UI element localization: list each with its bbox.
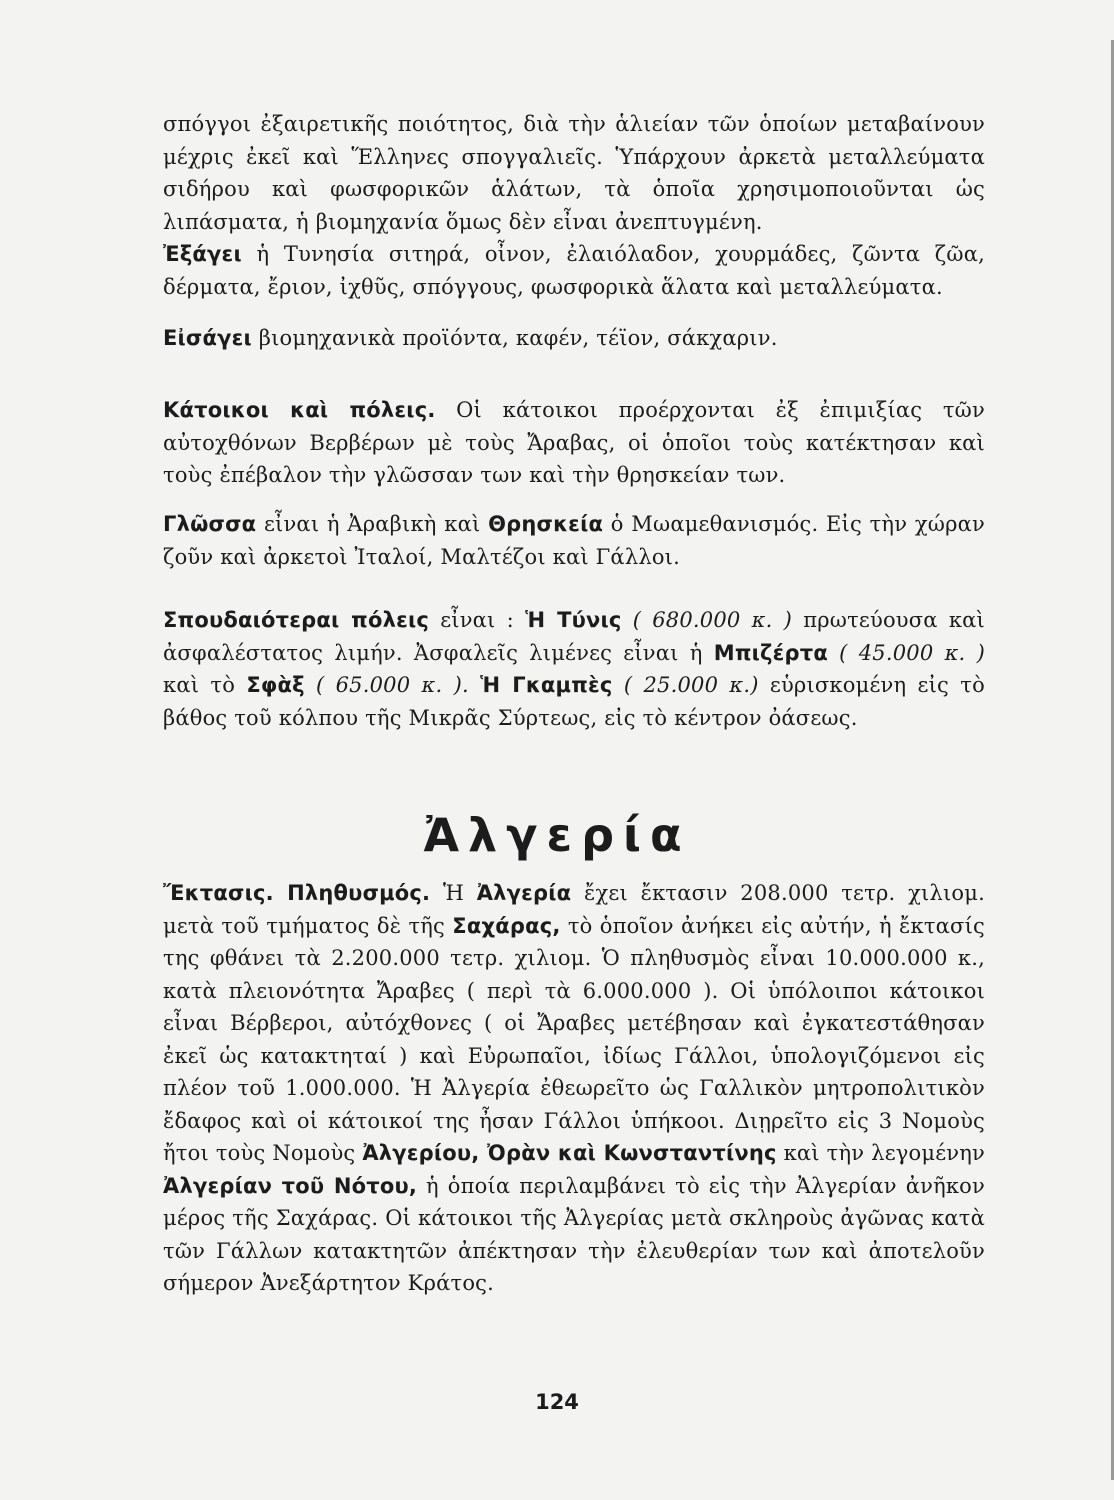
tunis-name: Ἡ Τύνις bbox=[525, 608, 622, 632]
language-text: εἶναι ἡ Ἀραβικὴ καὶ bbox=[263, 512, 481, 536]
paragraph-language bbox=[163, 508, 985, 573]
tunisia-text-block bbox=[163, 108, 985, 355]
cities-block bbox=[163, 604, 985, 734]
inhabitants-block bbox=[163, 394, 985, 492]
area-population-label: Ἔκτασις. Πληθυσμός. bbox=[163, 881, 431, 905]
paragraph-exports bbox=[163, 238, 985, 303]
paragraph-inhabitants bbox=[163, 394, 985, 492]
bizerta-population: ( 45.000 κ. ) bbox=[839, 640, 985, 665]
gabes-population: ( 25.000 κ.) bbox=[623, 673, 759, 697]
southern-algeria-name: Ἀλγερίαν τοῦ Νότου, bbox=[163, 1173, 418, 1198]
algeria-name: Ἀλγερία bbox=[476, 881, 572, 905]
paragraph-algeria bbox=[163, 877, 985, 1300]
algeria-text: Ἡ bbox=[442, 881, 464, 905]
language-block bbox=[163, 508, 985, 573]
language-label: Γλῶσσα bbox=[163, 512, 257, 536]
exports-text: ἡ Τυνησία σιτηρά, οἶνον, ἐλαιόλαδον, χουρμάδες, ζῶντα ζῶα, δέρματα, ἔριον, ἰχθῦς, σπόγγους, φωσφορικὰ ἅλατα καὶ μεταλλεύματα. bbox=[163, 242, 985, 299]
algeria-text-3: τὸ ὁποῖον ἀνήκει εἰς αὐτήν, ἡ ἔκτασίς της φθάνει τὰ 2.200.000 τετρ. χιλιομ. Ὁ πληθυσμὸς εἶναι 10.000.000 κ., κατὰ πλειονότητα Ἄραβες ( περὶ τὰ 6.000.000 ). Οἱ ὑπόλοιποι κάτοικοι εἶναι Βέρβεροι, αὐτόχθονες ( οἱ Ἄραβες μετέβησαν καὶ ἐγκατεστάθησαν ἐκεῖ ὡς κατακτηταί ) καὶ Εὐρωπαῖοι, ἰδίως Γάλλοι, ὑπολογιζόμενοι εἰς πλέον τοῦ 1.000.000. Ἡ Ἀλγερία ἐθεωρεῖτο ὡς Γαλλικὸν μητροπολιτικὸν ἔδαφος καὶ οἱ κάτοικοί της ἦσαν Γάλλοι ὑπήκοοι. Διῃρεῖτο εἰς 3 Νομοὺς ἤτοι τοὺς Νομοὺς bbox=[163, 913, 985, 1165]
bizerta-name: Μπιζέρτα bbox=[713, 640, 828, 665]
paragraph-resources bbox=[163, 108, 985, 238]
tunis-population: ( 680.000 κ. ) bbox=[632, 608, 793, 632]
imports-label: Εἰσάγει bbox=[163, 326, 252, 350]
religion-text: ὁ Μωαμεθανισμός. Εἰς τὴν χώραν ζοῦν καὶ ἀρκετοὶ Ἰταλοί, Μαλτέζοι καὶ Γάλλοι. bbox=[163, 512, 985, 569]
page-number: 124 bbox=[535, 1390, 579, 1414]
cities-text-2: πρωτεύουσα καὶ ἀσφαλέστατος λιμήν. Ἀσφαλεῖς λιμένες εἶναι ἡ bbox=[163, 608, 985, 665]
paragraph-imports bbox=[163, 322, 985, 355]
section-title-algeria: Ἀλγερία bbox=[423, 808, 691, 862]
sfax-population: ( 65.000 κ. ). bbox=[315, 673, 469, 697]
inhabitants-label: Κάτοικοι καὶ πόλεις. bbox=[163, 398, 436, 422]
sfax-name: Σφὰξ bbox=[246, 673, 305, 697]
exports-label: Ἐξάγει bbox=[163, 242, 242, 266]
cities-label: Σπουδαιότεραι πόλεις bbox=[163, 608, 430, 632]
prefectures-names: Ἀλγερίου, Ὀρὰν καὶ Κωνσταντίνης bbox=[362, 1141, 777, 1165]
algeria-block bbox=[163, 877, 985, 1300]
resources-text: σπόγγοι ἐξαιρετικῆς ποιότητος, διὰ τὴν ἁλιείαν τῶν ὁποίων μεταβαίνουν μέχρις ἐκεῖ καὶ Ἕλληνες σπογγαλιεῖς. Ὑπάρχουν ἀρκετὰ μεταλλεύματα σιδήρου καὶ φωσφορικῶν ἁλάτων, τὰ ὁποῖα χρησιμοποιοῦνται ὡς λιπάσματα, ἡ βιομηχανία ὅμως δὲν εἶναι ἀνεπτυγμένη. bbox=[163, 112, 985, 234]
algeria-text-4: καὶ τὴν λεγομένην bbox=[783, 1141, 986, 1165]
inhabitants-text: Οἱ κάτοικοι προέρχονται ἐξ ἐπιμιξίας τῶν αὐτοχθόνων Βερβέρων μὲ τοὺς Ἄραβας, οἱ ὁποῖοι τοὺς κατέκτησαν καὶ τοὺς ἐπέβαλον τὴν γλῶσσαν των καὶ τὴν θρησκείαν των. bbox=[163, 398, 985, 487]
cities-text-4: εὑρισκομένη εἰς τὸ βάθος τοῦ κόλπου τῆς Μικρᾶς Σύρτεως, εἰς τὸ κέντρον ὀάσεως. bbox=[163, 673, 985, 730]
cities-text-3: καὶ τὸ bbox=[163, 673, 236, 697]
imports-text: βιομηχανικὰ προϊόντα, καφέν, τέϊον, σάκχαριν. bbox=[258, 326, 778, 350]
algeria-text-5: ἡ ὁποία περιλαμβάνει τὸ εἰς τὴν Ἀλγερίαν ἀνῆκον μέρος τῆς Σαχάρας. Οἱ κάτοικοι τῆς Ἀλγερίας μετὰ σκληροὺς ἀγῶνας κατὰ τῶν Γάλλων κατακτητῶν ἀπέκτησαν τὴν ἐλευθερίαν των καὶ ἀποτελοῦν σήμερον Ἀνεξάρτητον Κράτος. bbox=[163, 1173, 985, 1295]
gabes-name: Ἡ Γκαμπὲς bbox=[480, 673, 613, 697]
sahara-name: Σαχάρας, bbox=[452, 913, 561, 938]
paragraph-cities bbox=[163, 604, 985, 734]
cities-text: εἶναι : bbox=[440, 608, 514, 632]
religion-label: Θρησκεία bbox=[488, 512, 604, 536]
algeria-text-2: ἔχει ἔκτασιν 208.000 τετρ. χιλιομ. μετὰ τοῦ τμήματος δὲ τῆς bbox=[163, 881, 985, 938]
